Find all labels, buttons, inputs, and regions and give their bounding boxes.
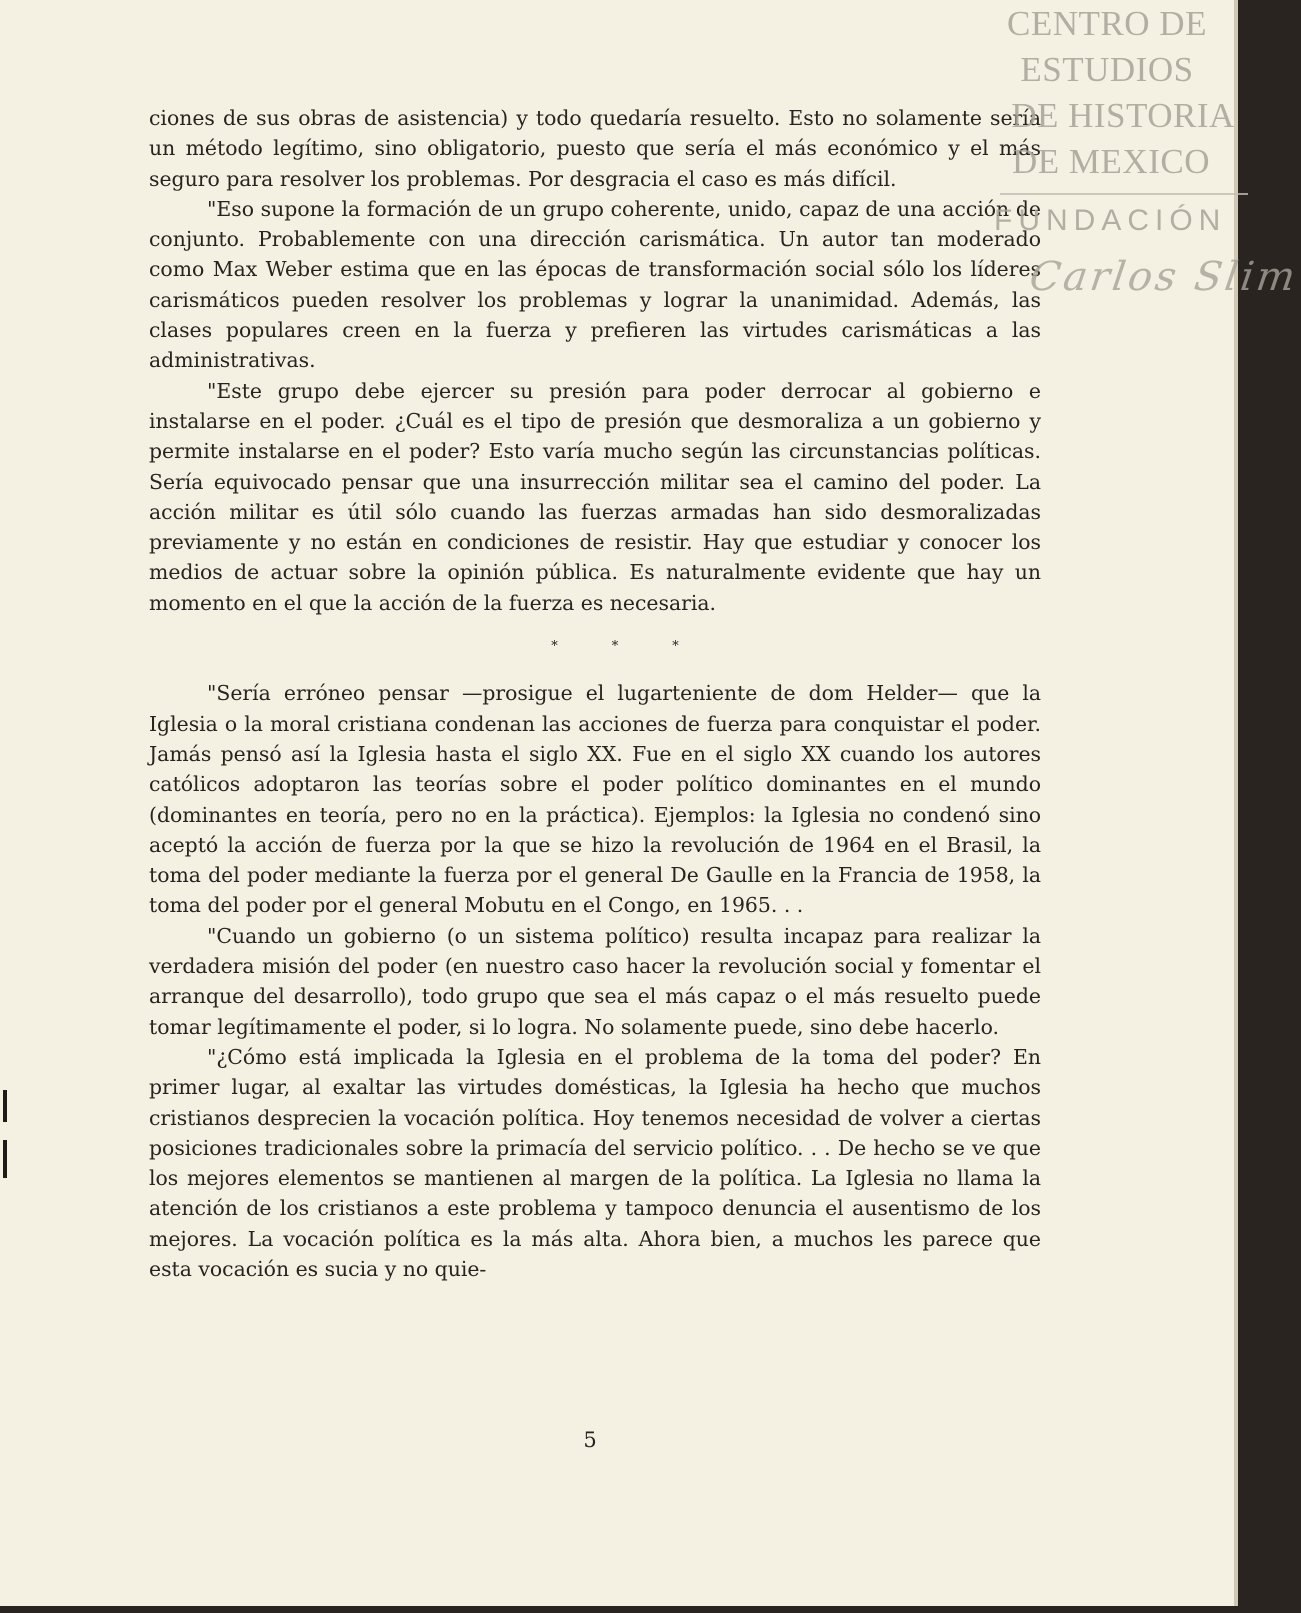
paragraph: "Este grupo debe ejercer su presión para poder derrocar al gobierno e instalarse en el poder. ¿Cuál es el tipo de presión que desmoraliza a un gobierno y permite instalarse en el poder? Esto varía mucho según las circunstancias políticas. Sería equivocado pensar que una insurrección militar sea el camino del poder. La acción militar es útil sólo cuando las fuerzas armadas han sido desmoralizadas previamente y no están en condiciones de resistir. Hay que estudiar y conocer los medios de actuar sobre la opinión pública. Es naturalmente evidente que hay un momento en el que la acción de la fuerza es necesaria.	[149, 378, 1041, 615]
watermark-line: ESTUDIOS	[1020, 50, 1194, 89]
paragraph: ciones de sus obras de asistencia) y todo quedaría resuelto. Esto no solamente sería un método legítimo, sino obligatorio, puesto que sería el más económico y el más seguro para resolver los problemas. Por desgracia el caso es más difícil.	[149, 106, 1041, 191]
separator-star: *	[672, 639, 679, 655]
watermark-rule	[1000, 193, 1248, 195]
paragraph: "Cuando un gobierno (o un sistema político) resulta incapaz para realizar la verdadera misión del poder (en nuestro caso hacer la revolución social y fomentar el arranque del desarrollo), todo grupo que sea el más capaz o el más resuelto puede tomar legítimamente el poder, si lo logra. No solamente puede, sino debe hacerlo.	[149, 923, 1041, 1039]
separator-star: *	[551, 639, 558, 655]
watermark-line: DE HISTORIA	[1011, 96, 1235, 135]
binding-mark	[3, 1140, 7, 1178]
separator-star: *	[611, 639, 619, 655]
body-text	[149, 103, 1041, 1284]
archive-watermark	[982, 0, 1301, 320]
watermark-line: DE MEXICO	[1012, 142, 1210, 181]
watermark-signature: Carlos Slim	[1026, 254, 1301, 300]
paragraph: "Eso supone la formación de un grupo coherente, unido, capaz de una acción de conjunto. Probablemente con una dirección carismática. Un autor tan moderado como Max Weber estima que en las épocas de transformación social sólo los líderes carismáticos pueden resolver los problemas y lograr la unanimidad. Además, las clases populares creen en la fuerza y prefieren las virtudes carismáticas a las administrativas.	[149, 196, 1041, 373]
binding-mark	[3, 1090, 7, 1122]
paragraph: "Sería erróneo pensar —prosigue el lugarteniente de dom Helder— que la Iglesia o la moral cristiana condenan las acciones de fuerza para conquistar el poder. Jamás pensó así la Iglesia hasta el siglo XX. Fue en el siglo XX cuando los autores católicos adoptaron las teorías sobre el poder político dominantes en el mundo (dominantes en teoría, pero no en la práctica). Ejemplos: la Iglesia no condenó sino aceptó la acción de fuerza por la que se hizo la revolución de 1964 en el Brasil, la toma del poder mediante la fuerza por el general De Gaulle en la Francia de 1958, la toma del poder por el general Mobutu en el Congo, en 1965. . .	[149, 681, 1041, 918]
watermark-line: CENTRO DE	[1007, 4, 1207, 43]
page-number: 5	[583, 1428, 597, 1452]
watermark-foundation: FUNDACIÓN	[994, 204, 1227, 237]
paragraph: "¿Cómo está implicada la Iglesia en el problema de la toma del poder? En primer lugar, al exaltar las virtudes domésticas, la Iglesia ha hecho que muchos cristianos desprecien la vocación política. Hoy tenemos necesidad de volver a ciertas posiciones tradicionales sobre la primacía del servicio político. . . De hecho se ve que los mejores elementos se mantienen al margen de la política. La Iglesia no llama la atención de los cristianos a este problema y tampoco denuncia el ausentismo de los mejores. La vocación política es la más alta. Ahora bien, a muchos les parece que esta vocación es sucia y no quie-	[149, 1044, 1041, 1281]
section-separator	[149, 632, 1041, 662]
